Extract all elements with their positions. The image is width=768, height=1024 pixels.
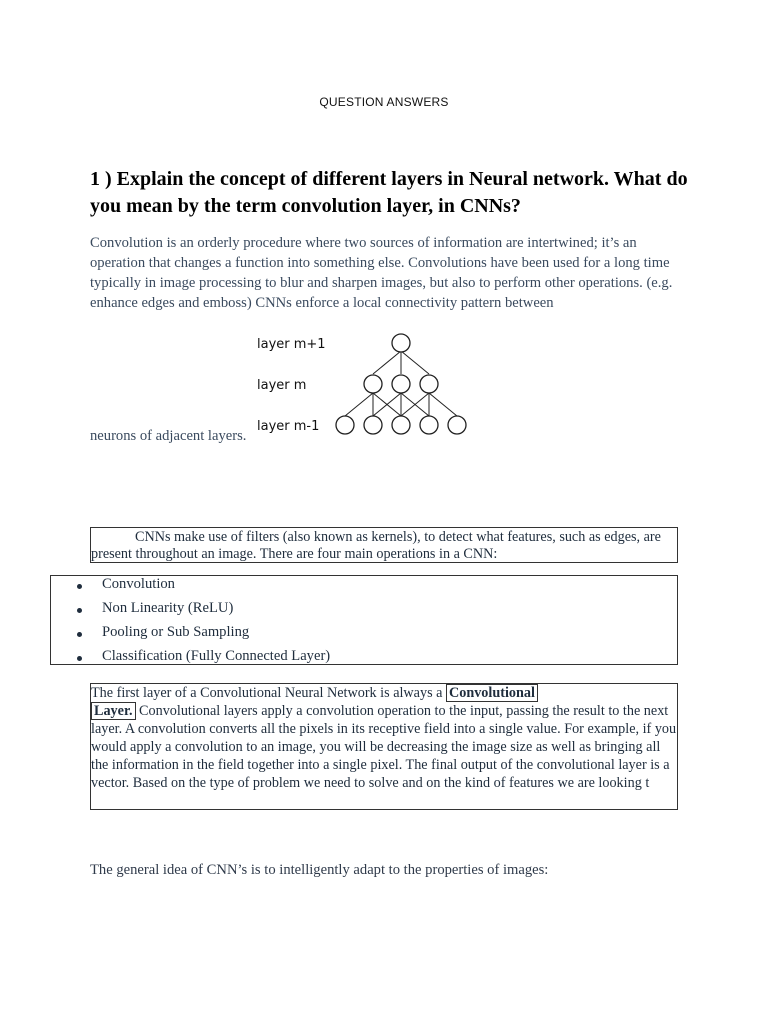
conv-lead-text: The first layer of a Convolutional Neural Network is always a xyxy=(91,685,446,701)
bullet-icon xyxy=(77,608,82,613)
bullet-icon xyxy=(77,656,82,661)
filters-text-box xyxy=(90,527,678,563)
intro-paragraph: Convolution is an orderly procedure where two sources of information are intertwined; it’s an operation that changes a function into something else. Convolutions have been used for a long time typically in image processing to blur and sharpen images, but also to perform other operations. (e.g. enhance edges and emboss) CNNs enforce a local connectivity pattern between xyxy=(90,235,673,311)
operations-list xyxy=(50,575,678,665)
list-item: Convolution xyxy=(51,577,679,601)
bullet-icon xyxy=(77,632,82,637)
layer-label-bottom: layer m-1 xyxy=(257,419,320,434)
question-heading: 1 ) Explain the concept of different layers in Neural network. What do you mean by the term convolution layer, in CNNs? xyxy=(90,168,688,217)
layer-label-mid: layer m xyxy=(257,378,307,393)
highlight-layer: Layer. xyxy=(91,702,136,720)
list-item: Pooling or Sub Sampling xyxy=(51,625,679,649)
list-item: Non Linearity (ReLU) xyxy=(51,601,679,625)
conv-body-text: Convolutional layers apply a convolution operation to the input, passing the result to the next layer. A convolution converts all the pixels in its receptive field into a single value. For example, if you would apply a convolution to an image, you will be decreasing the image size as well as bringing all the information in the field together into a single pixel. The final output of the convolutional layer is a vector. Based on the type of problem we need to solve and on the kind of features we are looking t xyxy=(91,703,677,791)
list-item: Classification (Fully Connected Layer) xyxy=(51,649,679,673)
highlight-convolutional: Convolutional xyxy=(446,684,538,702)
layer-connectivity-diagram xyxy=(255,328,470,443)
intro-continuation: neurons of adjacent layers. xyxy=(90,428,247,444)
document-header: QUESTION ANSWERS xyxy=(319,95,449,109)
closing-paragraph: The general idea of CNN’s is to intelligently adapt to the properties of images: xyxy=(90,862,549,878)
bullet-icon xyxy=(77,584,82,589)
filters-text: CNNs make use of filters (also known as kernels), to detect what features, such as edges, are present throughout an image. There are four main operations in a CNN: xyxy=(91,529,661,562)
layer-label-top: layer m+1 xyxy=(257,337,326,352)
diagram-nodes xyxy=(336,334,466,434)
convolutional-layer-text-box xyxy=(90,683,678,810)
